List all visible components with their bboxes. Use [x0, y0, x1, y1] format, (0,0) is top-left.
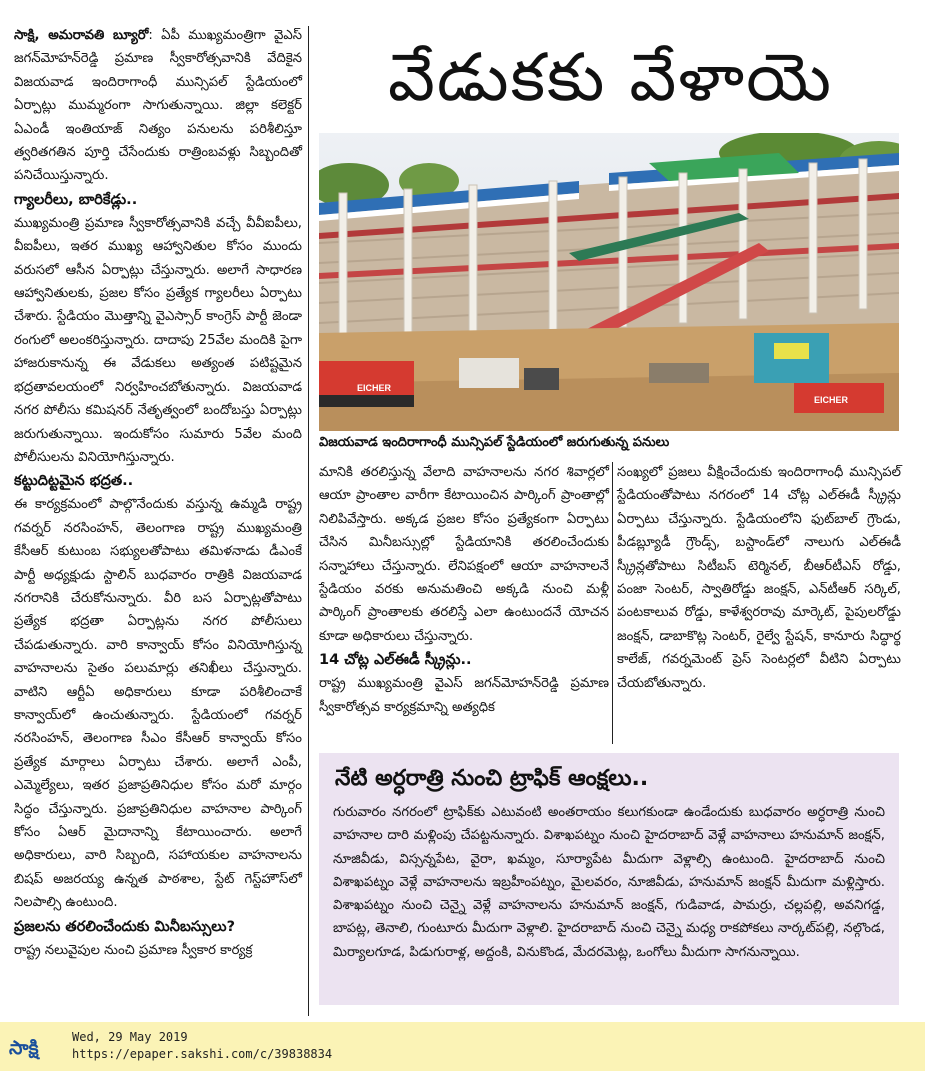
truck-left-label: EICHER [357, 383, 392, 393]
truck-right-label: EICHER [814, 395, 849, 405]
article-paragraph-galleries: ముఖ్యమంత్రి ప్రమాణ స్వీకారోత్సవానికి వచ్చే వీవీఐపీలు, వీఐపీలు, ఇతర ముఖ్య ఆహ్వానితుల కోసం ముందు వరుసలో ఆసీన ఏర్పాట్లు చేస్తున్నారు. అలాగే సాధారణ ఆహ్వానితులకు, ప్రజల కోసం ప్రత్యేక గ్యాలరీలు ఏర్పాటు చేశారు. స్టేడియం మొత్తాన్ని వైఎస్సార్ కాంగ్రెస్ పార్టీ జెండా రంగులో అలంకరిస్తున్నారు. దాదాపు 25వేల మందికి పైగా హాజరుకానున్న ఈ వేడుకలు అత్యంత పటిష్టమైన భద్రతావలయంలో నిర్వహించబోతున్నారు. విజయవాడ నగర పోలీసు కమిషనర్ నేతృత్వంలో బందోబస్తు ఏర్పాట్లు జరుగుతున్నాయి. ఇందుకోసం సుమారు 5వేల మంది పోలీసులను వినియోగిస్తున్నారు. [14, 215, 302, 465]
subheading-galleries: గ్యాలరీలు, బారికేడ్లు.. [14, 191, 138, 208]
column-divider-middle [612, 462, 613, 744]
article-left-column [14, 24, 302, 962]
subheading-led-screens: 14 చోట్ల ఎల్‌ఈడీ స్క్రీన్లు.. [319, 652, 472, 669]
article-paragraph-screens: సంఖ్యలో ప్రజలు వీక్షించేందుకు ఇందిరాగాంధీ మున్సిపల్ స్టేడియంతోపాటు నగరంలో 14 చోట్ల ఎల్‌ఈడీ స్క్రీన్లు ఏర్పాటు చేస్తున్నారు. స్టేడియంలోని ఫుట్‌బాల్ గ్రౌండు, పీడబ్ల్యూడీ గ్రౌండ్స్, బస్టాండ్‌లో నాలుగు ఎల్‌ఈడీ స్క్రీన్లతోపాటు సిటీబస్ టెర్మినల్, బీఆర్‌టీఎస్ రోడ్డు, పంజా సెంటర్, స్వాతిరోడ్డు జంక్షన్, ఎన్‌టీఆర్ సర్కిల్, పంటకాలువ రోడ్డు, కాళేశ్వరరావు మార్కెట్, పైపులరోడ్డు జంక్షన్, డాబాకొట్ల సెంటర్, రైల్వే స్టేషన్, కానూరు సిద్ధార్థ కాలేజ్, గవర్నమెంట్ ప్రెస్ సెంటర్లలో వీటిని ఏర్పాటు చేయబోతున్నారు. [617, 465, 901, 691]
headline: వేడుకకు వేళాయె [388, 39, 833, 116]
sakshi-logo-text: సాక్షి [9, 1037, 39, 1059]
subheading-security: కట్టుదిట్టమైన భద్రత.. [14, 473, 134, 490]
traffic-restrictions-box [319, 753, 899, 1005]
dateline: సాక్షి, అమరావతి బ్యూరో [14, 28, 149, 43]
subheading-minibuses: ప్రజలను తరలించేందుకు మినీబస్సులు? [14, 918, 235, 935]
footer-url[interactable]: https://epaper.sakshi.com/c/39838834 [72, 1047, 333, 1061]
article-paragraph-intro [14, 24, 302, 188]
photo-caption: విజయవాడ ఇందిరాగాంధీ మున్సిపల్ స్టేడియంలో జరుగుతున్న పనులు [319, 435, 670, 450]
footer-bar [0, 1022, 925, 1071]
article-paragraph-minibuses: రాష్ట్ర నలువైపుల నుంచి ప్రమాణ స్వీకార కార్యక్ర [14, 942, 253, 958]
column-divider-left [308, 26, 309, 1016]
article-paragraph-led: రాష్ట్ర ముఖ్యమంత్రి వైఎస్ జగన్‌మోహన్‌రెడ్డి ప్రమాణ స్వీకారోత్సవ కార్యక్రమాన్ని అత్యధిక [319, 676, 609, 715]
footer-date: Wed, 29 May 2019 [72, 1030, 188, 1044]
intro-text: : ఏపీ ముఖ్యమంత్రిగా వైఎస్ జగన్‌మోహన్‌రెడ్డి ప్రమాణ స్వీకారోత్సవానికి వేదికైన విజయవాడ ఇందిరాగాంధీ మున్సిపల్ స్టేడియంలో ఏర్పాట్లు ముమ్మరంగా సాగుతున్నాయి. జిల్లా కలెక్టర్ ఏఎండీ ఇంతియాజ్ నిత్యం పనులను పరిశీలిస్తూ త్వరితగతిన పూర్తి చేసేందుకు రాత్రింబవళ్లు సిబ్బందితో పనిచేయిస్తున్నారు. [14, 28, 303, 184]
article-right-column [617, 461, 901, 695]
article-paragraph-parking: మానికి తరలిస్తున్న వేలాది వాహనాలను నగర శివార్లలో ఆయా ప్రాంతాల వారీగా కేటాయించిన పార్కింగ్ ప్రాంతాల్లో నిలిపివేస్తారు. అక్కడ ప్రజల కోసం ప్రత్యేకంగా ఏర్పాటు చేసిన మినీబస్సుల్లో స్టేడియానికి తరలించేందుకు సన్నాహాలు చేస్తున్నారు. లేనిపక్షంలో ఆయా వాహనాలనే స్టేడియం వరకు అనుమతించి అక్కడి నుంచి మళ్లీ పార్కింగ్ ప్రాంతాలకు తరలిస్తే ఎలా ఉంటుందనే యోచన కూడా అధికారులు చేస్తున్నారు. [319, 465, 609, 644]
traffic-box-title: నేటి అర్ధరాత్రి నుంచి ట్రాఫిక్ ఆంక్షలు.. [335, 766, 649, 791]
traffic-box-body: గురువారం నగరంలో ట్రాఫిక్‌కు ఎటువంటి అంతరాయం కలుగకుండా ఉండేందుకు బుధవారం అర్ధరాత్రి నుంచి వాహనాల దారి మళ్లింపు చేపట్టనున్నారు. విశాఖపట్నం నుంచి హైదరాబాద్ వెళ్లే వాహనాలు హనుమాన్ జంక్షన్, నూజివీడు, విస్సన్నపేట, వైరా, ఖమ్మం, సూర్యాపేట మీదుగా వెళ్లాల్సి ఉంటుంది. హైదరాబాద్ నుంచి విశాఖపట్నం వెళ్లే వాహనాలను ఇబ్రహీంపట్నం, మైలవరం, నూజివీడు, హనుమాన్ జంక్షన్ మీదుగా మళ్లిస్తారు. విశాఖపట్నం నుంచి చెన్నై వెళ్లే వాహనాలను హనుమాన్ జంక్షన్, గుడివాడ, పామర్రు, చల్లపల్లి, అవనిగడ్డ, బాపట్ల, తెనాలి, గుంటూరు మీదుగా వెళ్లాలి. హైదరాబాద్ నుంచి చెన్నై మధ్య రాకపోకలు నార్కట్‌పల్లి, నల్గొండ, మిర్యాలగూడ, పిడుగురాళ్ల, అద్దంకి, వినుకొండ, మేదరమెట్ల, ఒంగోలు మీదుగా సాగనున్నాయి. [333, 805, 885, 960]
article-middle-column [319, 461, 609, 719]
stadium-photo [319, 133, 899, 431]
article-paragraph-security: ఈ కార్యక్రమంలో పాల్గొనేందుకు వస్తున్న ఉమ్మడి రాష్ట్ర గవర్నర్ నరసింహన్, తెలంగాణ రాష్ట్ర ముఖ్యమంత్రి కేసీఆర్ కుటుంబ సభ్యులతోపాటు తమిళనాడు డీఎంకే పార్టీ అధ్యక్షుడు స్టాలిన్ బుధవారం రాత్రికి విజయవాడ నగరానికి చేరుకోనున్నారు. వీరి బస ఏర్పాట్లతోపాటు ప్రత్యేక భద్రతా ఏర్పాట్లను నగర పోలీసులు చేపడుతున్నారు. వారి కాన్వాయ్ కోసం వినియోగిస్తున్న వాహనాలను సైతం పలుమార్లు తనిఖీలు చేస్తున్నారు. వాటిని ఆర్టీఏ అధికారులు కూడా పరిశీలించాకే కాన్వాయ్‌లో ఉంచుతున్నారు. స్టేడియంలో గవర్నర్ నరసింహన్, తెలంగాణ సీఎం కేసీఆర్ కాన్వాయ్ కోసం ప్రత్యేక మార్గాలు ఏర్పాటు చేశారు. అలాగే ఎంపీ, ఎమ్మెల్యేలు, ఇతర ప్రజాప్రతినిధుల కోసం మరో మార్గం సిద్ధం చేస్తున్నారు. ప్రజాప్రతినిధుల వాహనాల పార్కింగ్ కోసం ఏఆర్ మైదానాన్ని కేటాయించారు. అలాగే అధికారులు, వారి సిబ్బంది, సహాయకుల వాహనాలను బిషప్ అజరయ్య ఉన్నత పాఠశాల, స్టేట్ గెస్ట్‌హౌస్‌లో నిలపాల్సి ఉంటుంది. [14, 497, 302, 911]
sakshi-logo [8, 1030, 62, 1062]
